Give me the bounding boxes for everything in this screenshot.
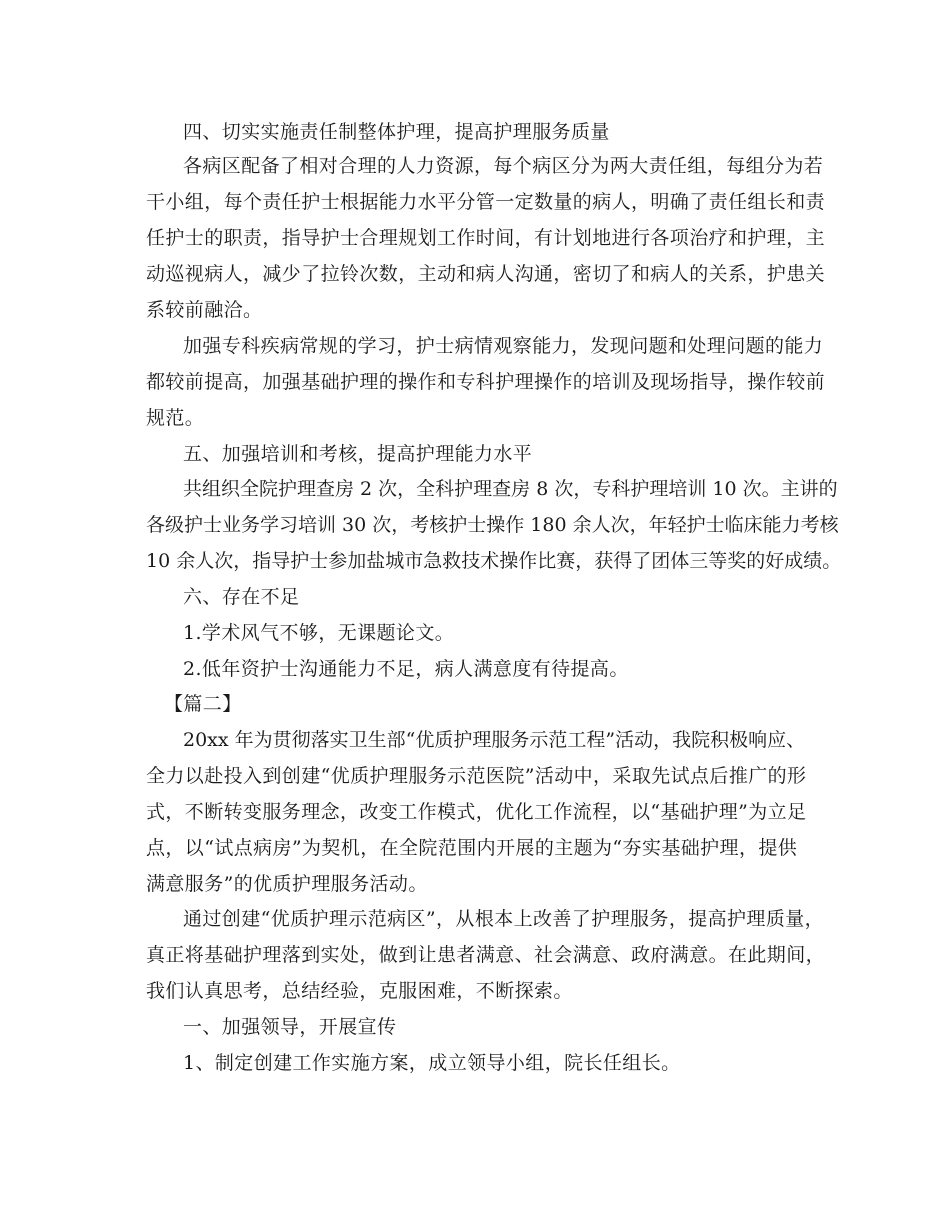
section-heading-4: 四、切实实施责任制整体护理，提高护理服务质量 [183, 121, 610, 143]
list-item: 1.学术风气不够，无课题论文。 [183, 622, 455, 644]
paragraph-line: 各级护士业务学习培训 30 次，考核护士操作 180 余人次，年轻护士临床能力考核 [146, 514, 839, 536]
paragraph-line: 各病区配备了相对合理的人力资源，每个病区分为两大责任组，每组分为若 [183, 155, 824, 177]
paragraph-line: 共组织全院护理查房 2 次，全科护理查房 8 次，专科护理培训 10 次。主讲的 [183, 478, 838, 500]
paragraph-line: 满意服务”的优质护理服务活动。 [146, 873, 428, 895]
paragraph-line: 20xx 年为贯彻落实卫生部“优质护理服务示范工程”活动，我院积极响应、 [183, 729, 806, 751]
paragraph-line: 通过创建“优质护理示范病区”，从根本上改善了护理服务，提高护理质量， [183, 908, 825, 930]
paragraph-line: 系较前融洽。 [146, 299, 263, 321]
list-item: 1、制定创建工作实施方案，成立领导小组，院长任组长。 [183, 1052, 681, 1074]
section-heading-5: 五、加强培训和考核，提高护理能力水平 [183, 443, 533, 465]
paragraph-line: 我们认真思考，总结经验，克服困难，不断探索。 [146, 980, 573, 1002]
paragraph-line: 任护士的职责，指导护士合理规划工作时间，有计划地进行各项治疗和护理，主 [146, 227, 826, 249]
paragraph-line: 式，不断转变服务理念，改变工作模式，优化工作流程，以“基础护理”为立足 [146, 801, 807, 823]
paragraph-line: 点，以“试点病房”为契机，在全院范围内开展的主题为“夯实基础护理，提供 [146, 837, 798, 859]
list-item: 2.低年资护士沟通能力不足，病人满意度有待提高。 [183, 658, 629, 680]
paragraph-line: 动巡视病人，减少了拉铃次数，主动和病人沟通，密切了和病人的关系，护患关 [146, 263, 826, 285]
paragraph-line: 10 余人次，指导护士参加盐城市急救技术操作比赛，获得了团体三等奖的好成绩。 [146, 550, 842, 572]
paragraph-line: 加强专科疾病常规的学习，护士病情观察能力，发现问题和处理问题的能力 [183, 335, 824, 357]
part-heading: 【篇二】 [164, 693, 242, 715]
paragraph-line: 都较前提高，加强基础护理的操作和专科护理操作的培训及现场指导，操作较前 [146, 371, 826, 393]
section-heading-6: 六、存在不足 [183, 586, 300, 608]
paragraph-line: 真正将基础护理落到实处，做到让患者满意、社会满意、政府满意。在此期间， [146, 944, 826, 966]
paragraph-line: 全力以赴投入到创建“优质护理服务示范医院”活动中，采取先试点后推广的形 [146, 765, 807, 787]
paragraph-line: 规范。 [146, 407, 205, 429]
section-heading-1: 一、加强领导，开展宣传 [183, 1016, 397, 1038]
paragraph-line: 干小组，每个责任护士根据能力水平分管一定数量的病人，明确了责任组长和责 [146, 191, 826, 213]
